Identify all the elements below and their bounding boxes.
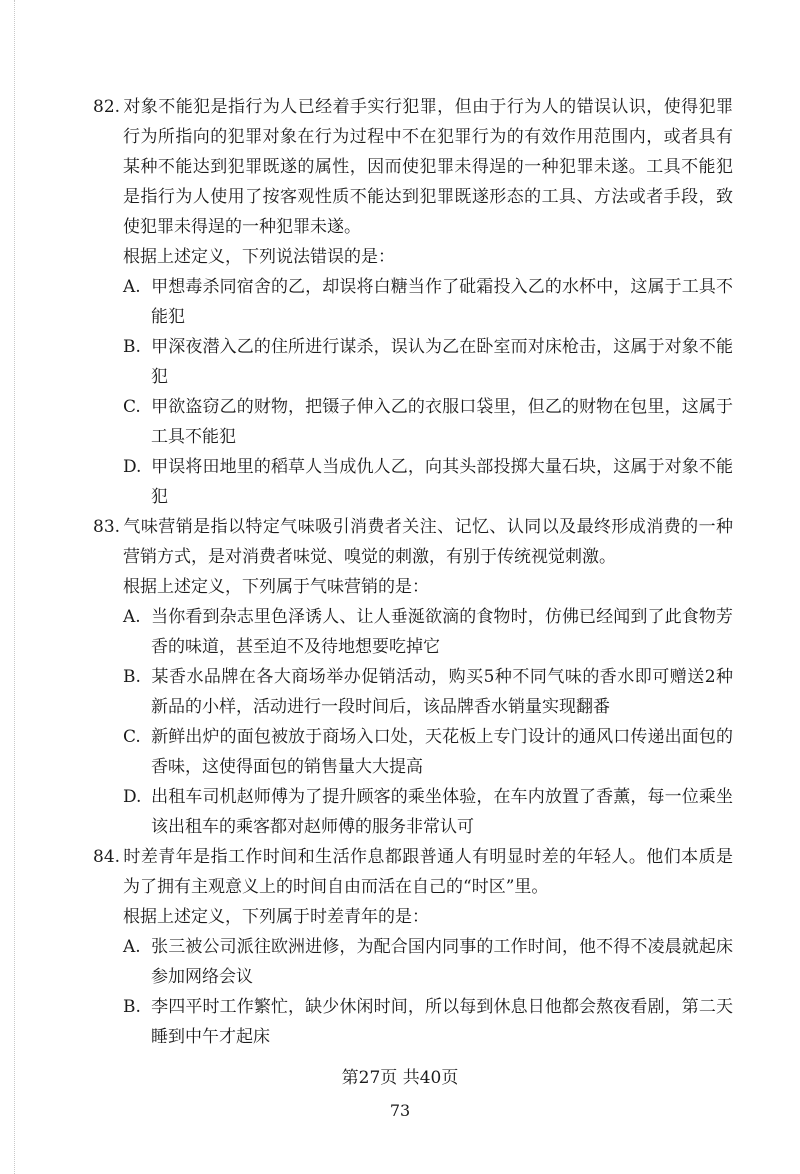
option-text: 甲想毒杀同宿舍的乙，却误将白糖当作了砒霜投入乙的水杯中，这属于工具不能犯 [151,277,733,327]
question-83 [93,512,733,842]
question-number: 82. [93,97,121,117]
option-c [93,722,733,782]
question-prompt: 根据上述定义，下列说法错误的是： [123,247,395,267]
question-stem [93,92,733,242]
option-letter: D. [123,457,142,477]
option-text: 甲深夜潜入乙的住所进行谋杀，误认为乙在卧室而对床枪击，这属于对象不能犯 [151,337,733,387]
option-a [93,932,733,992]
option-c [93,392,733,452]
option-letter: D. [123,787,142,807]
option-letter: B. [123,337,141,357]
question-82 [93,92,733,512]
option-letter: A. [123,937,141,957]
option-a [93,602,733,662]
question-number: 83. [93,517,121,537]
option-letter: A. [123,607,141,627]
option-b [93,332,733,392]
question-text: 气味营销是指以特定气味吸引消费者关注、记忆、认同以及最终形成消费的一种营销方式，是对消费者味觉、嗅觉的刺激，有别于传统视觉刺激。 [123,517,733,567]
scan-binding-edge [14,0,15,1174]
option-letter: C. [123,397,141,417]
option-text: 张三被公司派往欧洲进修，为配合国内同事的工作时间，他不得不凌晨就起床参加网络会议 [151,937,733,987]
option-text: 某香水品牌在各大商场举办促销活动，购买5种不同气味的香水即可赠送2种新品的小样，活动进行一段时间后，该品牌香水销量实现翻番 [151,667,733,717]
option-letter: C. [123,727,141,747]
option-text: 李四平时工作繁忙，缺少休闲时间，所以每到休息日他都会熬夜看剧，第二天睡到中午才起床 [151,997,733,1047]
question-prompt: 根据上述定义，下列属于气味营销的是： [123,577,429,597]
question-text: 对象不能犯是指行为人已经着手实行犯罪，但由于行为人的错误认识，使得犯罪行为所指向的犯罪对象在行为过程中不在犯罪行为的有效作用范围内，或者具有某种不能达到犯罪既遂的属性，因而使犯罪未得逞的一种犯罪未遂。工具不能犯是指行为人使用了按客观性质不能达到犯罪既遂形态的工具、方法或者手段，致使犯罪未得逞的一种犯罪未遂。 [123,97,733,237]
option-letter: B. [123,667,141,687]
option-a [93,272,733,332]
question-text: 时差青年是指工作时间和生活作息都跟普通人有明显时差的年轻人。他们本质是为了拥有主观意义上的时间自由而活在自己的“时区”里。 [123,847,733,897]
option-letter: A. [123,277,141,297]
option-text: 新鲜出炉的面包被放于商场入口处，天花板上专门设计的通风口传递出面包的香味，这使得面包的销售量大大提高 [151,727,733,777]
option-text: 出租车司机赵师傅为了提升顾客的乘坐体验，在车内放置了香薰，每一位乘坐该出租车的乘客都对赵师傅的服务非常认可 [151,787,733,837]
page-counter: 第27页 共40页 [341,1068,459,1088]
page-number: 73 [389,1101,411,1120]
question-number: 84. [93,847,121,867]
option-b [93,992,733,1052]
question-prompt: 根据上述定义，下列属于时差青年的是： [123,907,429,927]
option-text: 当你看到杂志里色泽诱人、让人垂涎欲滴的食物时，仿佛已经闻到了此食物芳香的味道，甚至迫不及待地想要吃掉它 [151,607,733,657]
option-d [93,452,733,512]
option-text: 甲欲盗窃乙的财物，把镊子伸入乙的衣服口袋里，但乙的财物在包里，这属于工具不能犯 [151,397,733,447]
questions-container [93,92,733,1052]
question-84 [93,842,733,1052]
option-letter: B. [123,997,141,1017]
question-stem [93,512,733,572]
option-text: 甲误将田地里的稻草人当成仇人乙，向其头部投掷大量石块，这属于对象不能犯 [151,457,733,507]
question-stem [93,842,733,902]
option-b [93,662,733,722]
option-d [93,782,733,842]
